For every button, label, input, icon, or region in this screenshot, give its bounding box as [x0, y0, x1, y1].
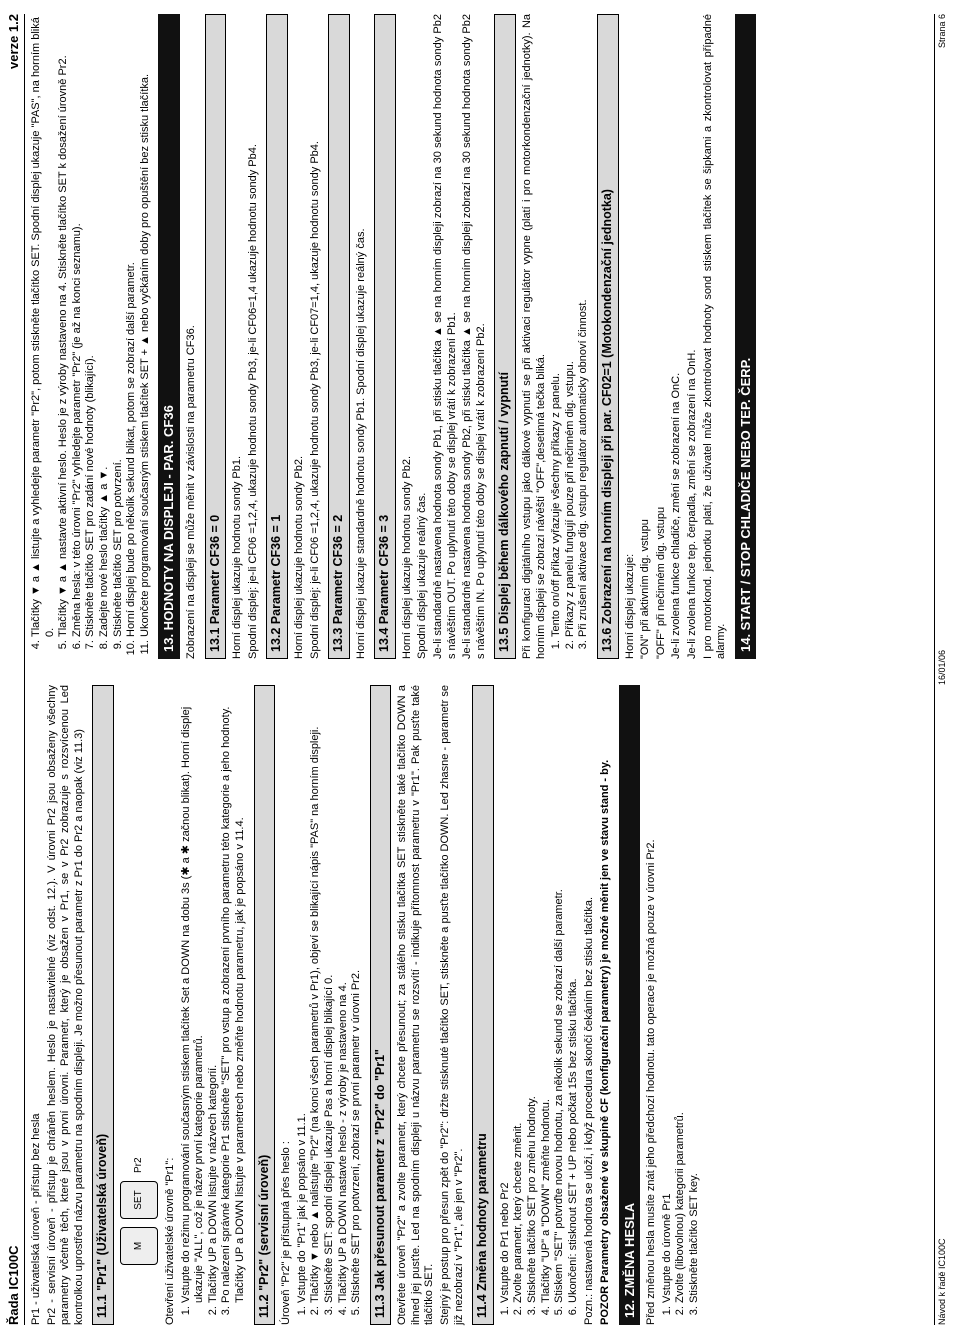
change-step: 4. Tlačítky "UP" a "DOWN" změňte hodnotu. — [540, 685, 554, 1303]
para-13-2a: Horní displej ukazuje hodnotu sondy Pb2. — [292, 455, 305, 659]
cf36-intro: Zobrazení na displeji se může měnit v závislosti na parametru CF36. — [184, 325, 197, 659]
password-steps — [661, 685, 702, 1325]
section-11-1-heading: 11.1 "Pr1" (Uživatelská úroveň) — [92, 685, 114, 1325]
password-step: 3. Stiskněte tlačítko SET key. — [688, 685, 702, 1303]
change-steps — [499, 685, 581, 1325]
para-13-6d: Je-li zvolena funkce chladiče, změní se zobrazení na OnC. — [670, 372, 683, 659]
para-13-2b: Spodní displej: je-li CF06 =1,2,4, ukazuje hodnotu sondy Pb3, je-li CF07=1,4, ukazuje hodnotu sondy Pb4. — [308, 141, 321, 659]
pr1-steps — [180, 685, 248, 1325]
footer-doc-name: Návod k řadě IC100C — [937, 1238, 947, 1325]
password-step: 6. Změna hesla: v této úrovni "Pr2" vyhledejte parametr "Pr2" (je až na konci seznamu). — [71, 14, 85, 637]
page-footer — [934, 14, 951, 1325]
note: Pozn.: nastavená hodnota se uloží, i když procedura skončí čekáním bez stisku tlačítka. — [583, 896, 596, 1325]
change-step: 5. Stiskem "SET" potvrďte novou hodnotu, za několik sekund se zobrazí další parametr. — [553, 685, 567, 1303]
para-13-6c: "OFF" při nečinném dig. vstupu — [654, 506, 667, 659]
pr2-step: 3. Stiskněte SET: spodní displej ukazuje Pas a horní displej blikající 0. — [323, 685, 337, 1303]
password-intro: Před změnou hesla musíte znát jeho předchozí hodnotu. tato operace je možná pouze v úrovni Pr2. — [645, 839, 658, 1325]
key-m: M — [120, 1227, 158, 1265]
move-para-2: Stejný je postup pro přesun zpět do "Pr2": držte stisknuté tlačítko SET, stiskněte a pusťte tlačítko DOWN. Led zhasne - parametr se již nezobrazí v "Pr1", ale jen v "Pr2". — [439, 685, 465, 1325]
section-13-heading: 13. HODNOTY NA DISPLEJI - PAR. CF36 — [158, 14, 180, 659]
remote-step: 3. Při zrušení aktivace dig. vstupu regulátor automaticky obnoví činnost. — [577, 14, 591, 637]
remote-step: 1. Tento on/off příkaz vyřazuje všechny příkazy z panelu. — [550, 14, 564, 637]
password-steps-continued — [30, 14, 152, 659]
para-13-1a: Horní displej ukazuje hodnotu sondy Pb1. — [231, 455, 244, 659]
section-12-heading: 12. ZMĚNA HESLA — [619, 685, 641, 1325]
password-step: 5. Tlačítky ▼ a ▲ nastavte aktivní heslo. Heslo je z výroby nastaveno na 4. Stiskněte tlačítko SET k dosažení úrovně Pr2. — [57, 14, 71, 637]
para-13-6b: "ON" při aktivním dig. vstupu — [639, 519, 652, 659]
left-column — [30, 685, 930, 1325]
pr2-step: 4. Tlačítky UP a DOWN nastavte heslo - z výroby je nastaveno na 4. — [337, 685, 351, 1303]
para-13-4d: Je-li standardně nastavena hodnota sondy Pb2, při stisku tlačítka ▲ se na horním displeji zobrazí na 30 sekund hodnota sondy Pb2 s návěštím IN. Po uplynutí této doby se displej vrátí k zobrazení Pb2. — [461, 14, 487, 659]
pr2-steps — [296, 685, 364, 1325]
section-13-1-heading: 13.1 Parametr CF36 = 0 — [205, 14, 227, 659]
section-13-5-heading: 13.5 Displej během dálkového zapnutí / vypnutí — [494, 14, 516, 659]
password-step: 10. Horní displej bude po několik sekund blikat, potom se zobrazí další parametr. — [125, 14, 139, 637]
remote-step: 2. Příkazy z panelu fungují pouze při nečinném dig. vstupu. — [564, 14, 578, 637]
move-para-1: Otevřete úroveň "Pr2" a zvolte parametr, který chcete přesunout; za stálého stisku tlačítka SET stiskněte také tlačítko DOWN a ihned jej pusťte. Led na spodním displeji u názvu parametru se rozsvítí - indikuje přítomnost parametru v "Pr1". Pak pusťte také tlačítko SET. — [396, 685, 436, 1325]
password-step: 9. Stiskněte tlačítko SET pro potvrzení. — [112, 14, 126, 637]
para-13-1b: Spodní displej: je-li CF06 =1,2,4, ukazuje hodnotu sondy Pb3, je-li CF06=1,4 ukazuje hodnotu sondy Pb4. — [246, 144, 259, 659]
password-step: 7. Stiskněte tlačítko SET pro zadání nové hodnoty (blikající). — [84, 14, 98, 637]
change-step: 6. Ukončení: stisknout SET + UP nebo počkat 15s bez stisku tlačítka. — [567, 685, 581, 1303]
section-13-6-heading: 13.6 Zobrazení na horním displeji při par. CF02=1 (Motokondenzační jednotka) — [597, 14, 619, 659]
pr1-step: 1. Vstupte do režimu programování současným stiskem tlačítek Set a DOWN na dobu 3s (✱ a ✱ začnou blikat). Horní displej ukazuje "ALL", což je název první kategorie parametrů. — [180, 685, 207, 1303]
para-13-6a: Horní displej ukazuje: — [623, 553, 636, 659]
change-step: 2. Zvolte parametr, který chcete změnit. — [512, 685, 526, 1303]
pr2-step: 2. Tlačítky ▼ nebo ▲ nalistujte "Pr2" (na konci všech parametrů v Pr1), objeví se blikající nápis "PAS" na horním displeji. — [309, 685, 323, 1303]
section-11-2-heading: 11.2 "Pr2" (servisní úroveň) — [254, 685, 276, 1325]
footer-date: 16/01/06 — [937, 649, 947, 685]
warning-note: POZOR Parametry obsažené ve skupině CF (konfigurační parametry) je možné měnit jen ve stavu stand - by. — [599, 759, 611, 1325]
header-rule — [24, 14, 25, 1325]
open-pr1-title: Otevření uživatelské úrovně "Pr1": — [163, 1157, 176, 1325]
para-13-6e: Je-li zvolena funkce tep. čerpadla, změní se zobrazení na OnH. — [685, 349, 698, 659]
section-13-3-heading: 13.3 Parametr CF36 = 2 — [328, 14, 350, 659]
pr2-intro: Úroveň "Pr2" je přístupná přes heslo : — [280, 1141, 293, 1325]
section-11-4-heading: 11.4 Změna hodnoty parametru — [472, 685, 494, 1325]
intro-pr1: Pr1 - uživatelská úroveň - přístup bez hesla — [30, 1113, 42, 1325]
footer-page-number: Strana 6 — [937, 14, 947, 49]
intro-pr2: Pr2 - servisní úroveň - přístup je chráněn heslem. Heslo je nastavitelné (viz odst. 12.). V úrovni Pr2 jsou obsaženy všechny parametry včetně těch, které jsou v první úrovni. Parametr, který je obsažen v Pr1, se v Pr2 zobrazuje s rozsvícenou Led kontrolkou uprostřed názvu parametru na spodním displeji. Je možno přesunout parametr z Pr1 do Pr2 a naopak (viz 11.3) — [45, 685, 85, 1325]
key-pr2-label: Pr2 — [133, 1157, 145, 1173]
key-set: SET — [120, 1181, 158, 1219]
password-step: 8. Zadejte nové heslo tlačítky ▲ a ▼. — [98, 14, 112, 637]
section-13-4-heading: 13.4 Parametr CF36 = 3 — [374, 14, 396, 659]
password-step: 1. Vstupte do úrovně Pr1 — [661, 685, 675, 1303]
para-13-6f: I pro motorkond. jednotku platí, že uživatel může zkontrolovat hodnoty sond stiskem tlačítek se šipkami a zkontrolovat případné alarmy. — [701, 14, 728, 659]
para-13-5: Při konfiguraci digitálního vstupu jako dálkové vypnutí se při aktivaci regulátor vypne (platí i pro motorkondenzační jednotky). Na horním displeji se zobrazí návěští "OFF",desetinná tečka bliká. — [521, 14, 547, 659]
change-step: 3. Stiskněte tlačítko SET pro změnu hodnoty. — [526, 685, 540, 1303]
password-step: 4. Tlačítky ▼ a ▲ listujte a vyhledejte parametr "Pr2", potom stiskněte tlačítko SET. Spodní displej ukazuje "PAS", na horním bliká 0. — [30, 14, 57, 637]
para-13-4a: Horní displej ukazuje hodnotu sondy Pb2. — [400, 455, 413, 659]
section-14-heading: 14. START / STOP CHLADIČE NEBO TEP. ČERP. — [735, 14, 757, 659]
pr1-step: 2. Tlačítky UP a DOWN listujte v názvech kategorií. — [207, 685, 221, 1303]
pr2-step: 1. Vstupte do "Pr1" jak je popsáno v 11.1. — [296, 685, 310, 1303]
pr2-step: 5. Stiskněte SET pro potvrzení, zobrazí se první parametr v úrovni Pr2. — [350, 685, 364, 1303]
para-13-4b: Spodní displej ukazuje reálný čas. — [416, 492, 429, 659]
version-label: verze 1.2 — [6, 14, 21, 69]
section-13-2-heading: 13.2 Parametr CF36 = 1 — [266, 14, 288, 659]
pr1-step: 3. Po nalezení správné kategorie Pr1 stiskněte "SET" pro vstup a zobrazení prvního parametru této kategorie a jeho hodnoty. Tlačítky UP a DOWN listujte v parametrech nebo změňte hodnotu parametru, jak je popsáno v 11.4. — [220, 685, 247, 1303]
para-13-3: Horní displej ukazuje standardně hodnotu sondy Pb1. Spodní displej ukazuje reálný čas. — [354, 228, 367, 659]
section-11-3-heading: 11.3 Jak přesunout parametr z "Pr2" do "Pr1" — [370, 685, 392, 1325]
series-title: Řada IC100C — [6, 1245, 21, 1325]
keypad-diagram — [120, 685, 158, 1265]
password-step: 11. Ukončete programování současným stiskem tlačítek SET + ▲ nebo vyčkáním doby pro opuštění bez stisku tlačítka. — [139, 14, 153, 637]
password-step: 2. Zvolte (libovolnou) kategorii parametrů. — [674, 685, 688, 1303]
change-step: 1. Vstupte do Pr1 nebo Pr2 — [499, 685, 513, 1303]
remote-steps — [550, 14, 591, 659]
para-13-4c: Je-li standardně nastavena hodnota sondy Pb1, při stisku tlačítka ▲ se na horním displeji zobrazí na 30 sekund hodnota sondy Pb2 s návěštím OUT. Po uplynutí této doby se displej vrátí k zobrazení Pb1. — [432, 14, 458, 659]
page-header — [6, 14, 26, 1325]
right-column — [30, 14, 930, 659]
